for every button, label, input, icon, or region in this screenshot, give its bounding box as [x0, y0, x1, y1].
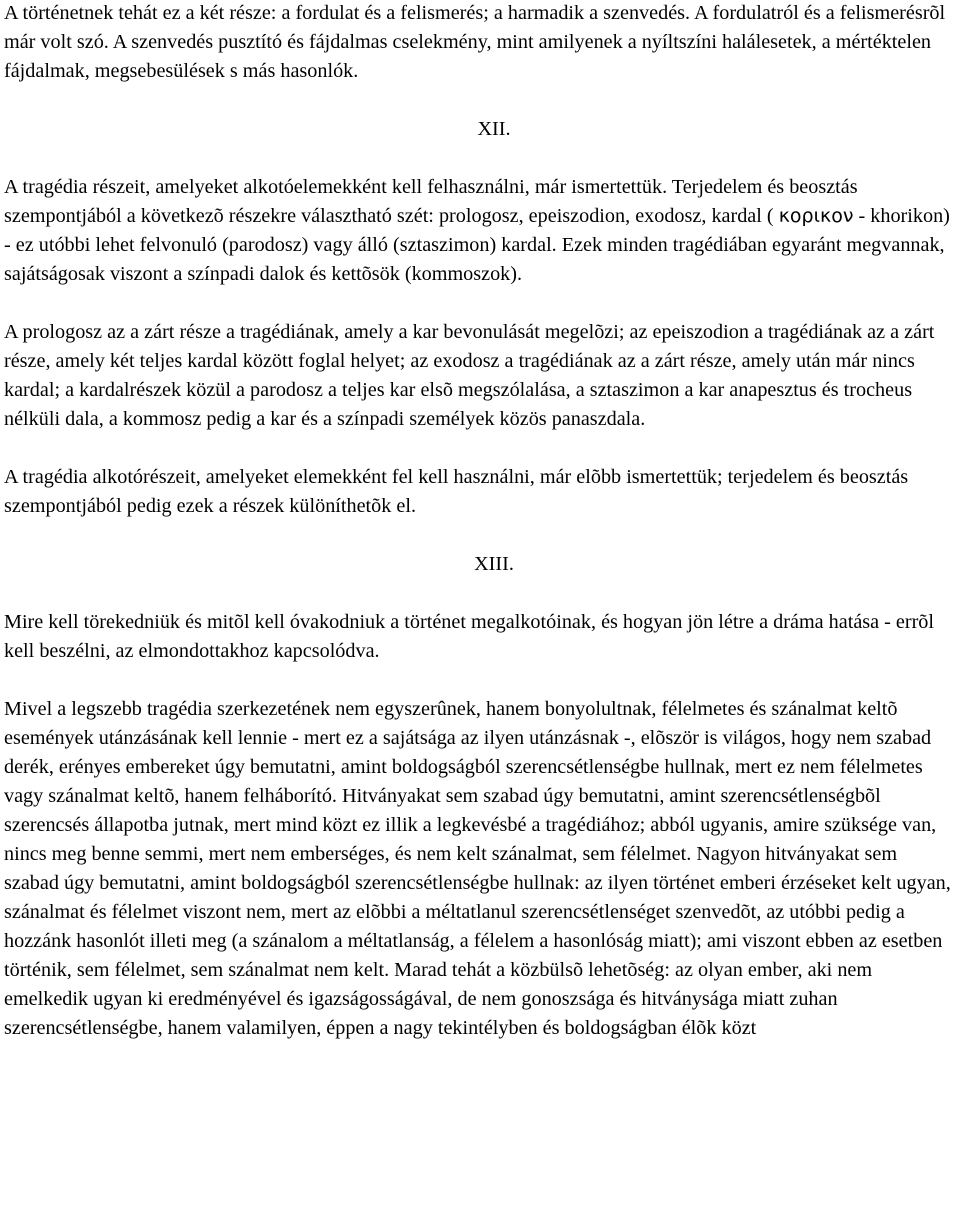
- paragraph-xii-parts: [4, 173, 952, 289]
- section-heading-xiii: XIII.: [474, 553, 514, 575]
- paragraph-xii-summary: A tragédia alkotórészeit, amelyeket elemekként fel kell használni, már elõbb ismertettük; terjedelem és beosztás szempontjából pedig ezek a részek különíthetõk el.: [4, 466, 909, 517]
- paragraph-xii-parts-text-b: - khorikon) - ez utóbbi lehet felvonuló (parodosz) vagy álló (sztaszimon) kardal. Ezek minden tragédiában egyaránt megvannak, sajátságosak viszont a színpadi dalok és kettõsök (kommoszok).: [4, 205, 950, 285]
- paragraph-xii-parts-text-a: A tragédia részeit, amelyeket alkotóelemekként kell felhasználni, már ismertettük. Terjedelem és beosztás szempontjából a következõ részekre választható szét: prologosz, epeiszodion, exodosz, kardal (: [4, 176, 858, 227]
- paragraph-xiii-intro: Mire kell törekedniük és mitõl kell óvakodniuk a történet megalkotóinak, és hogyan jön létre a dráma hatása - errõl kell beszélni, az elmondottakhoz kapcsolódva.: [4, 611, 935, 662]
- paragraph-xiii-main: Mivel a legszebb tragédia szerkezetének nem egyszerûnek, hanem bonyolultnak, félelmetes és szánalmat keltõ események utánzásának kell lennie - mert ez a sajátsága az ilyen utánzásnak -, elõször is világos, hogy nem szabad derék, erényes embereket úgy bemutatni, amint boldogságból szerencsétlenségbe hullnak, mert ez nem félelmetes vagy szánalmat keltõ, hanem felháborító. Hitványakat sem szabad úgy bemutatni, amint szerencsétlenségbõl szerencsés állapotba jutnak, mert mind közt ez illik a legkevésbé a tragédiához; abból ugyanis, amire szüksége van, nincs meg benne semmi, mert nem emberséges, és nem kelt szánalmat, sem félelmet. Nagyon hitványakat sem szabad úgy bemutatni, amint boldogságból szerencsétlenségbe hullnak: az ilyen történet emberi érzéseket kelt ugyan, szánalmat és félelmet viszont nem, mert az elõbbi a méltatlanul szerencsétlenséget szenvedõt, az utóbbi pedig a hozzánk hasonlót illeti meg (a szánalom a méltatlanság, a félelem a hasonlóság miatt); ami viszont ebben az esetben történik, sem félelmet, sem szánalmat nem kelt. Marad tehát a közbülsõ lehetõség: az olyan ember, aki nem emelkedik ugyan ki eredményével és igazságosságával, de nem gonoszsága és hitványsága miatt zuhan szerencsétlenségbe, hanem valamilyen, éppen a nagy tekintélyben és boldogságban élõk közt: [4, 698, 951, 1039]
- document-page: [4, 0, 952, 1043]
- paragraph-intro: A történetnek tehát ez a két része: a fordulat és a felismerés; a harmadik a szenvedés. A fordulatról és a felismerésrõl már volt szó. A szenvedés pusztító és fájdalmas cselekmény, mint amilyenek a nyíltszíni halálesetek, a mértéktelen fájdalmak, megsebesülések s más hasonlók.: [4, 2, 946, 82]
- greek-term-korikon: κορικον: [778, 205, 854, 227]
- paragraph-xii-prologosz: A prologosz az a zárt része a tragédiának, amely a kar bevonulását megelõzi; az epeiszodion a tragédiának az a zárt része, amely két teljes kardal között foglal helyet; az exodosz a tragédiának az a zárt része, amely után már nincs kardal; a kardalrészek közül a parodosz a teljes kar elsõ megszólalása, a sztaszimon a kar anapesztus és trocheus nélküli dala, a kommosz pedig a kar és a színpadi személyek közös panaszdala.: [4, 321, 935, 430]
- section-heading-xii: XII.: [477, 118, 511, 140]
